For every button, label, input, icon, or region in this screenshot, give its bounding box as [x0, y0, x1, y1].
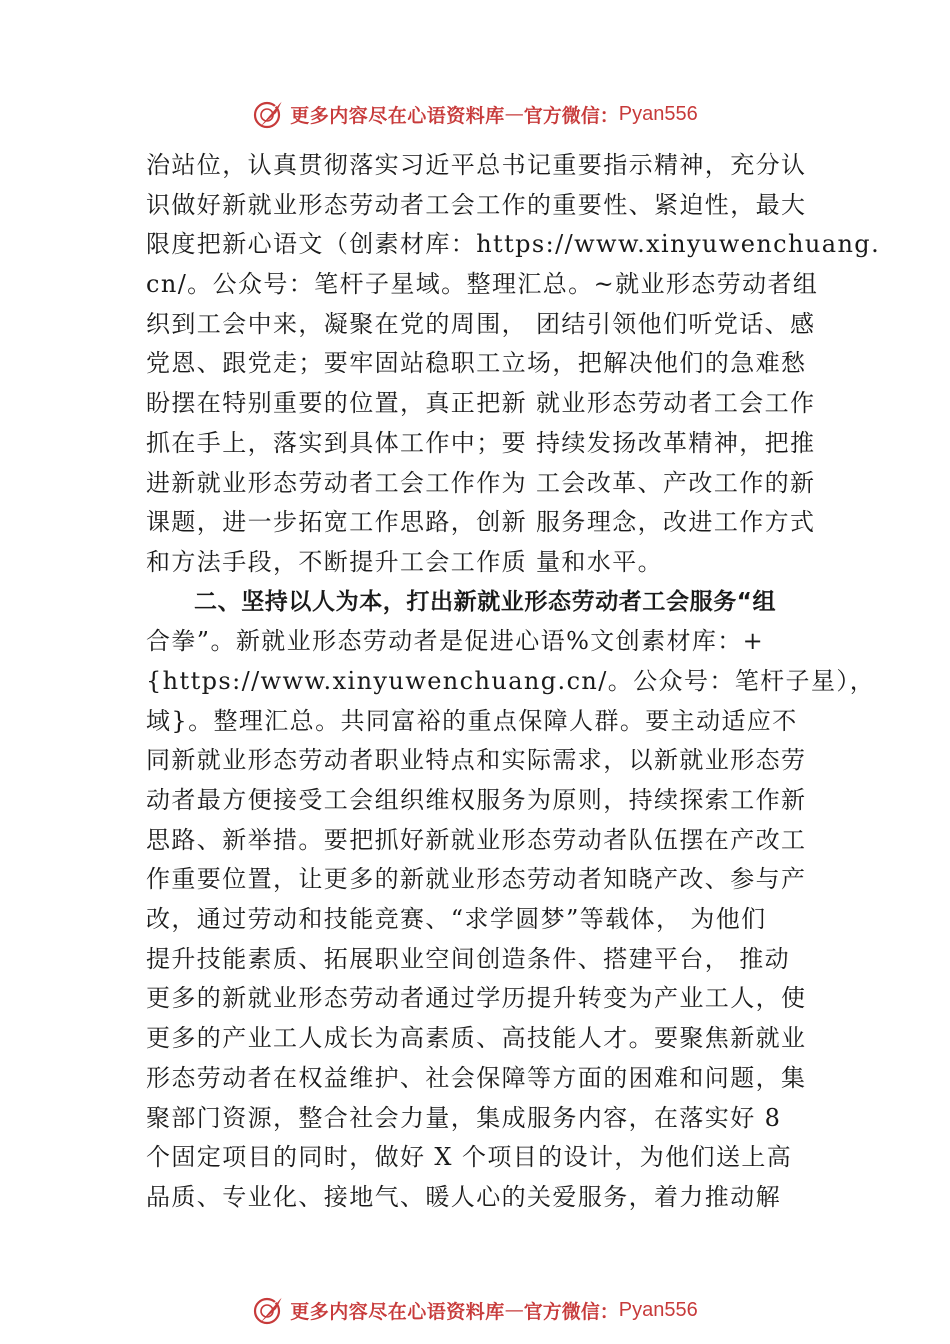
body-line: 治站位，认真贯彻落实习近平总书记重要指示精神，充分认: [146, 151, 807, 179]
banner-wechat-id: Pyan556: [618, 1298, 698, 1321]
body-line: 品质、专业化、接地气、暖人心的关爱服务，着力推动解: [146, 1182, 781, 1211]
banner-separator: —: [504, 1299, 524, 1321]
body-line: 聚部门资源，整合社会力量，集成服务内容，在落实好 8: [146, 1103, 782, 1132]
body-line: 作重要位置，让更多的新就业形态劳动者知晓产改、参与产: [146, 865, 807, 894]
quill-logo-icon: [252, 97, 286, 131]
body-line: 改，通过劳动和技能竞赛、“求学圆梦”等载体， 为他们: [146, 905, 767, 934]
body-line: 抓在手上，落实到具体工作中；要 持续发扬改革精神，把推: [146, 428, 816, 457]
banner-text: 更多内容尽在心语资料库: [290, 1300, 505, 1323]
banner-wechat-label: 官方微信：: [523, 1300, 619, 1323]
banner-text: 更多内容尽在心语资料库: [290, 104, 505, 127]
body-line: 同新就业形态劳动者职业特点和实际需求，以新就业形态劳: [146, 746, 807, 775]
banner-wechat-id: Pyan556: [618, 102, 698, 125]
body-line: 识做好新就业形态劳动者工会工作的重要性、紧迫性，最大: [146, 190, 807, 219]
body-line: 合拳”。新就业形态劳动者是促进心语%文创素材库：+: [146, 627, 765, 656]
body-line: 和方法手段，不断提升工会工作质 量和水平。: [146, 547, 664, 576]
body-line: 形态劳动者在权益维护、社会保障等方面的困难和问题，集: [146, 1063, 807, 1092]
document-body: [146, 146, 881, 1218]
banner-separator: —: [504, 103, 524, 125]
body-line: 限度把新心语文（创素材库：https://www.xinyuwenchuang.: [146, 230, 881, 259]
header-banner: [0, 94, 950, 134]
body-line: 更多的产业工人成长为高素质、高技能人才。要聚焦新就业: [146, 1024, 807, 1053]
body-line: 党恩、跟党走；要牢固站稳职工立场，把解决他们的急难愁: [146, 349, 807, 378]
footer-banner: [0, 1290, 950, 1330]
body-line: 进新就业形态劳动者工会工作作为 工会改革、产改工作的新: [146, 468, 816, 497]
body-line: {https://www.xinyuwenchuang.cn/。公众号：笔杆子星），: [146, 666, 876, 695]
body-line: 织到工会中来，凝聚在党的周围， 团结引领他们听党话、感: [146, 309, 816, 338]
body-line: cn/。公众号：笔杆子星域。整理汇总。~就业形态劳动者组: [146, 270, 819, 299]
body-line: 更多的新就业形态劳动者通过学历提升转变为产业工人，使: [146, 984, 807, 1013]
body-line: 盼摆在特别重要的位置，真正把新 就业形态劳动者工会工作: [146, 389, 816, 418]
body-line: 提升技能素质、拓展职业空间创造条件、搭建平台， 推动: [146, 944, 791, 973]
body-line: 思路、新举措。要把抓好新就业形态劳动者队伍摆在产改工: [146, 825, 807, 854]
body-line: 动者最方便接受工会组织维权服务为原则，持续探索工作新: [146, 786, 807, 814]
quill-logo-icon: [252, 1293, 286, 1327]
body-line: 域}。整理汇总。共同富裕的重点保障人群。要主动适应不: [146, 706, 798, 735]
body-line: 个固定项目的同时，做好 X 个项目的设计，为他们送上高: [146, 1143, 793, 1172]
body-line: 课题，进一步拓宽工作思路，创新 服务理念，改进工作方式: [146, 508, 816, 537]
section-heading: 二、坚持以人为本，打出新就业形态劳动者工会服务“组: [194, 588, 777, 615]
banner-wechat-label: 官方微信：: [523, 104, 619, 127]
